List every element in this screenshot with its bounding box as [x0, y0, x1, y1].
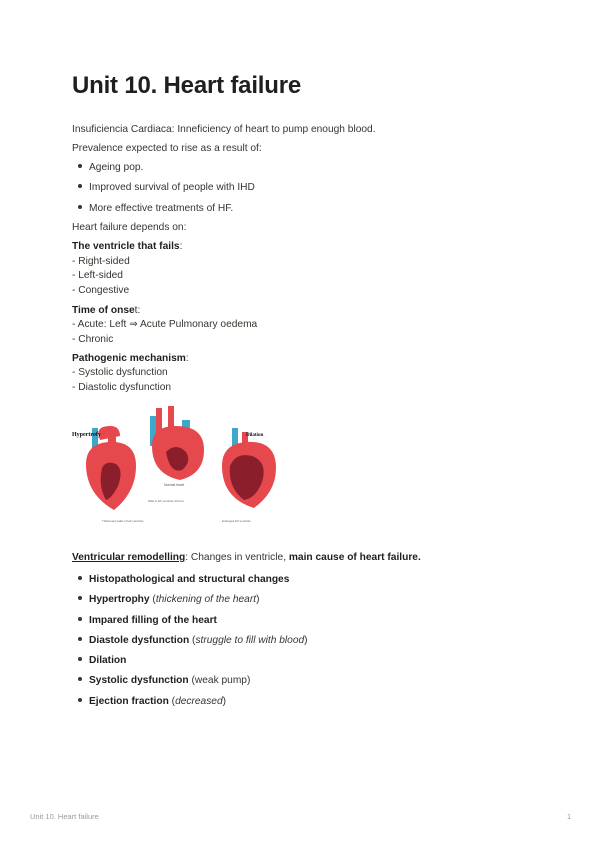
bullet-icon — [78, 698, 82, 702]
page-title: Unit 10. Heart failure — [72, 72, 302, 99]
heart-illustration — [72, 402, 284, 530]
page-number: 1 — [567, 812, 572, 821]
onset-heading: Time of onset: — [72, 305, 141, 316]
list-item: Ejection fraction (decreased) — [78, 695, 226, 709]
remodelling-line: Ventricular remodelling: Changes in ventricle, main cause of heart failure. — [72, 552, 421, 563]
bullet-icon — [78, 205, 82, 209]
caption-mid: Wall of left ventricle thinner — [148, 499, 184, 503]
ventricle-heading: The ventricle that fails: — [72, 241, 183, 252]
list-item: Systolic dysfunction (weak pump) — [78, 674, 250, 688]
list-item: Histopathological and structural changes — [78, 573, 289, 587]
bullet-icon — [78, 164, 82, 168]
dilation-heart — [222, 428, 276, 508]
bullet-icon — [78, 657, 82, 661]
bullet-icon — [78, 637, 82, 641]
hypertrophy-label: Hypertrofy — [72, 432, 101, 438]
list-item: Improved survival of people with IHD — [78, 181, 255, 195]
hypertrophy-heart — [86, 426, 136, 510]
list-item: Hypertrophy (thickening of the heart) — [78, 593, 259, 607]
list-item: - Chronic — [72, 334, 114, 345]
list-item: Diastole dysfunction (struggle to fill with blood) — [78, 634, 308, 648]
list-item: More effective treatments of HF. — [78, 202, 233, 216]
list-item: - Right-sided — [72, 256, 130, 267]
list-item: - Left-sided — [72, 270, 123, 281]
bullet-icon — [78, 596, 82, 600]
bullet-icon — [78, 677, 82, 681]
list-item: Ageing pop. — [78, 161, 143, 175]
dilation-label: Dilation — [246, 433, 264, 438]
list-item: - Acute: Left ⇒ Acute Pulmonary oedema — [72, 319, 258, 330]
depends-text: Heart failure depends on: — [72, 222, 187, 233]
bullet-icon — [78, 576, 82, 580]
list-item: Impared filling of the heart — [78, 614, 217, 628]
list-item: - Congestive — [72, 285, 130, 296]
bullet-icon — [78, 184, 82, 188]
normal-label: Normal heart — [164, 483, 185, 487]
bullet-icon — [78, 617, 82, 621]
normal-heart — [150, 406, 204, 480]
intro-prevalence: Prevalence expected to rise as a result of: — [72, 143, 262, 154]
pathogenic-heading: Pathogenic mechanism: — [72, 353, 189, 364]
caption-left: Thickened walls of left ventricle — [102, 519, 144, 523]
intro-definition: Insuficiencia Cardiaca: Inneficiency of heart to pump enough blood. — [72, 124, 376, 135]
list-item: - Diastolic dysfunction — [72, 382, 172, 393]
list-item: - Systolic dysfunction — [72, 367, 168, 378]
caption-right: Enlarged left ventricle — [222, 519, 251, 523]
list-item: Dilation — [78, 654, 126, 668]
footer-title: Unit 10. Heart failure — [30, 812, 99, 821]
